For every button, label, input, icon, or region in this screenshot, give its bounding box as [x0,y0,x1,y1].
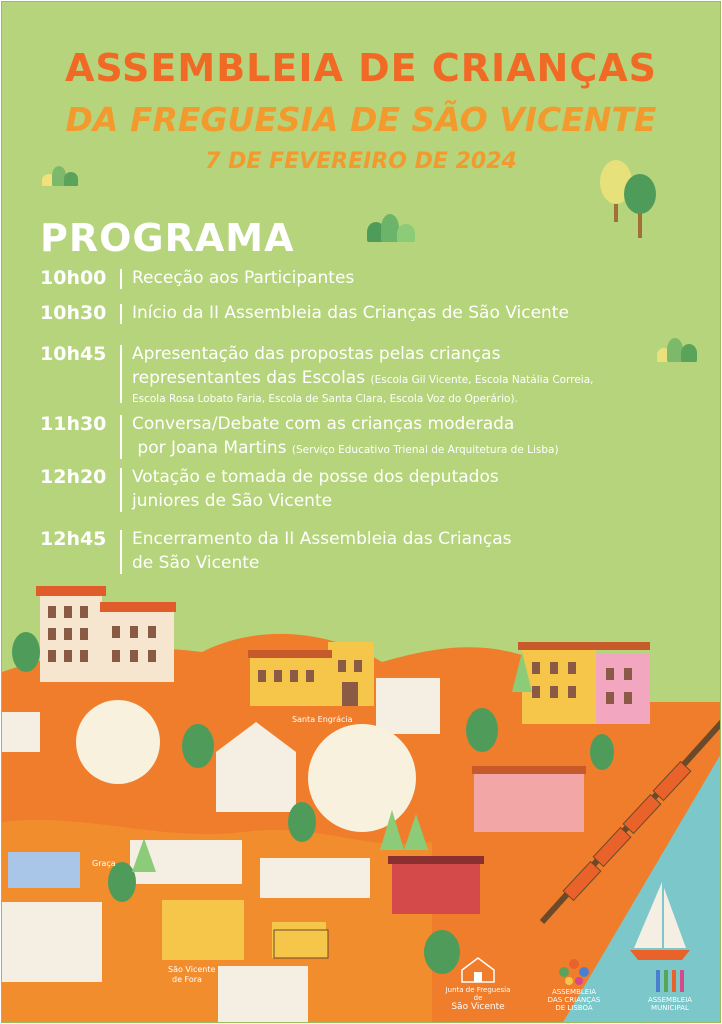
divider [120,530,132,574]
tree-icon [598,152,668,242]
assembleia-municipal-text: ASSEMBLEIA MUNICIPAL [647,996,693,1012]
sponsor-logos [442,956,706,1012]
schedule-time: 12h45 [40,528,107,550]
junta-line2: São Vicente [451,1002,505,1012]
star-people-icon [556,956,592,986]
assembleia-municipal-logo [634,964,706,1012]
schedule-note-2: Escola Rosa Lobato Faria, Escola de Santa Clara, Escola Voz do Operário). [132,393,518,405]
poster [1,1,721,1023]
map-label-santa-engracia: Santa Engrácia [292,715,353,724]
schedule-text: Encerramento da II Assembleia das Crianças [132,529,512,549]
map-label-graca: Graça [92,859,116,868]
schedule-row [40,266,700,290]
divider [120,415,132,459]
schedule-text: Receção aos Participantes [132,268,355,288]
divider [120,345,132,403]
schedule-row [40,301,700,325]
junta-line1: Junta de Freguesia de [445,986,511,1002]
schedule-text-2: representantes das Escolas [132,368,366,388]
event-date: 7 DE FEVEREIRO DE 2024 [205,149,517,174]
schedule-time: 10h45 [40,343,107,365]
divider [120,304,132,324]
divider [120,269,132,289]
programa-heading: PROGRAMA [40,216,295,260]
schedule-time: 11h30 [40,413,107,435]
title-line1: ASSEMBLEIA DE CRIANÇAS [64,46,658,90]
junta-freguesia-logo [442,956,514,1012]
bush-icon [42,164,82,186]
schedule-text-2: de São Vicente [132,553,260,573]
assembleia-line2: DAS CRIANÇAS [547,996,601,1004]
schedule-row [40,527,700,575]
schedule-time: 10h00 [40,267,107,289]
schedule-time: 12h20 [40,466,107,488]
schedule-row [40,412,700,462]
title-line2: DA FREGUESIA DE SÃO VICENTE [65,100,657,139]
building-icon [458,956,498,984]
schedule-text: Conversa/Debate com as crianças moderada [132,414,515,434]
map-label-sao-vicente-fora: São Vicente [168,965,216,974]
assembleia-line1: ASSEMBLEIA [551,988,597,996]
divider [120,468,132,512]
schedule-time: 10h30 [40,302,107,324]
assembleia-criancas-logo [538,956,610,1012]
schedule-note: (Escola Gil Vicente, Escola Natália Correia, [370,374,594,386]
schedule-note: (Serviço Educativo Trienal de Arquitetura de Lisba) [291,444,559,456]
map-label-sao-vicente-fora-2: de Fora [172,975,202,984]
schedule-text: Apresentação das propostas pelas crianças [132,344,501,364]
schedule-text: Votação e tomada de posse dos deputados [132,467,499,487]
people-columns-icon [652,964,688,994]
schedule-row [40,342,700,406]
bush-icon [367,214,421,242]
schedule-row [40,465,700,513]
assembleia-line3: DE LISBOA [555,1004,593,1012]
schedule-text-2: por Joana Martins [132,438,287,458]
schedule-text: Início da II Assembleia das Crianças de São Vicente [132,303,569,323]
schedule-text-2: juniores de São Vicente [132,491,333,511]
